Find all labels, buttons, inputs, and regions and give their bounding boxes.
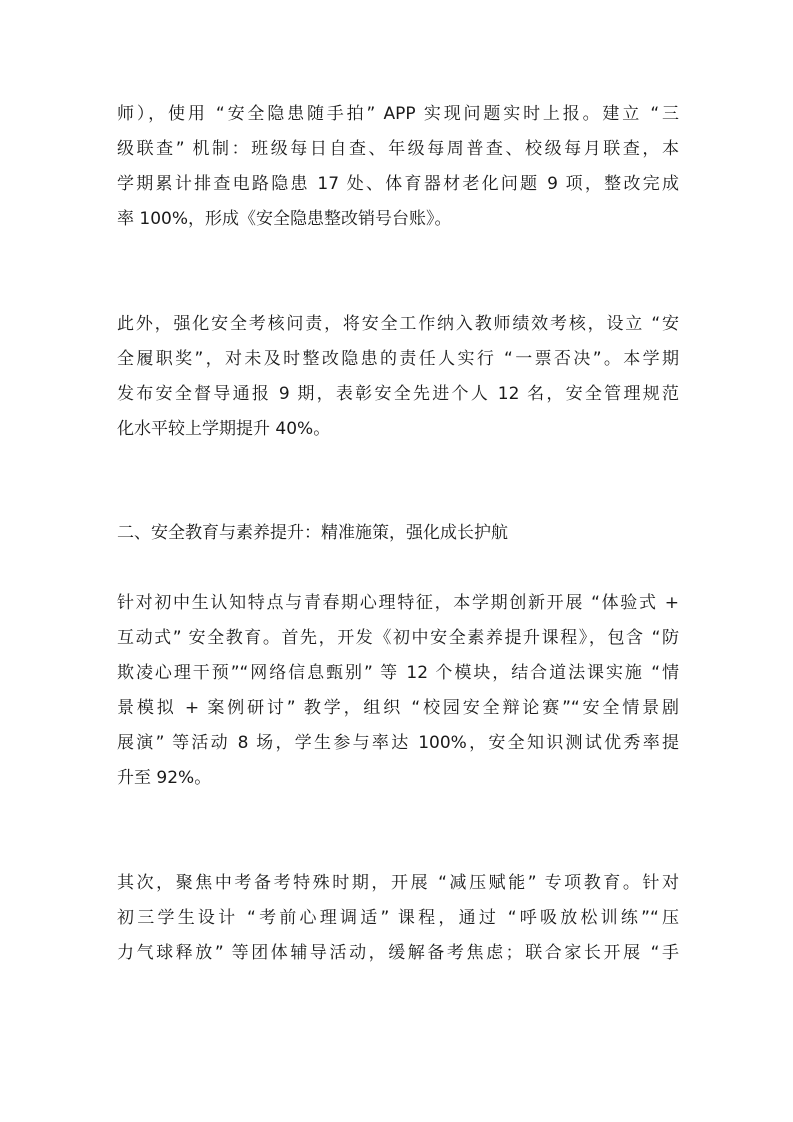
text-line: 全履职奖”，对未及时整改隐患的责任人实行 “一票否决”。本学期	[117, 349, 679, 369]
text-line: 化水平较上学期提升 40%。	[117, 419, 331, 439]
text-line: 欺凌心理干预”“网络信息甄别” 等 12 个模块，结合道法课实施 “情	[117, 663, 679, 683]
section-heading-safety-education	[117, 516, 679, 551]
text-line: 展演” 等活动 8 场，学生参与率达 100%，安全知识测试优秀率提	[117, 733, 679, 753]
text-line: 景模拟 + 案例研讨” 教学，组织 “校园安全辩论赛”“安全情景剧	[117, 698, 679, 718]
text-line: 级联查” 机制：班级每日自查、年级每周普查、校级每月联查，本	[117, 139, 679, 159]
text-line: 升至 92%。	[117, 768, 212, 788]
paragraph-exam-stress-relief	[117, 866, 679, 971]
text-line: 针对初中生认知特点与青春期心理特征，本学期创新开展 “体验式 +	[117, 593, 679, 613]
text-line: 力气球释放” 等团体辅导活动，缓解备考焦虑；联合家长开展 “手	[117, 943, 679, 963]
text-line: 初三学生设计 “考前心理调适” 课程，通过 “呼吸放松训练”“压	[117, 908, 679, 928]
section-heading: 二、安全教育与素养提升：精准施策，强化成长护航	[117, 523, 508, 543]
text-line: 互动式” 安全教育。首先，开发《初中安全素养提升课程》，包含 “防	[117, 628, 679, 648]
text-line: 此外，强化安全考核问责，将安全工作纳入教师绩效考核，设立 “安	[117, 314, 679, 334]
paragraph-safety-accountability	[117, 307, 679, 447]
text-line: 率 100%，形成《安全隐患整改销号台账》。	[117, 209, 452, 229]
paragraph-experiential-education	[117, 586, 679, 796]
text-line: 发布安全督导通报 9 期，表彰安全先进个人 12 名，安全管理规范	[117, 384, 679, 404]
text-line: 师），使用 “安全隐患随手拍” APP 实现问题实时上报。建立 “三	[117, 104, 679, 124]
paragraph-hazard-reporting	[117, 97, 679, 237]
text-line: 学期累计排查电路隐患 17 处、体育器材老化问题 9 项，整改完成	[117, 174, 679, 194]
text-line: 其次，聚焦中考备考特殊时期，开展 “减压赋能” 专项教育。针对	[117, 873, 679, 893]
